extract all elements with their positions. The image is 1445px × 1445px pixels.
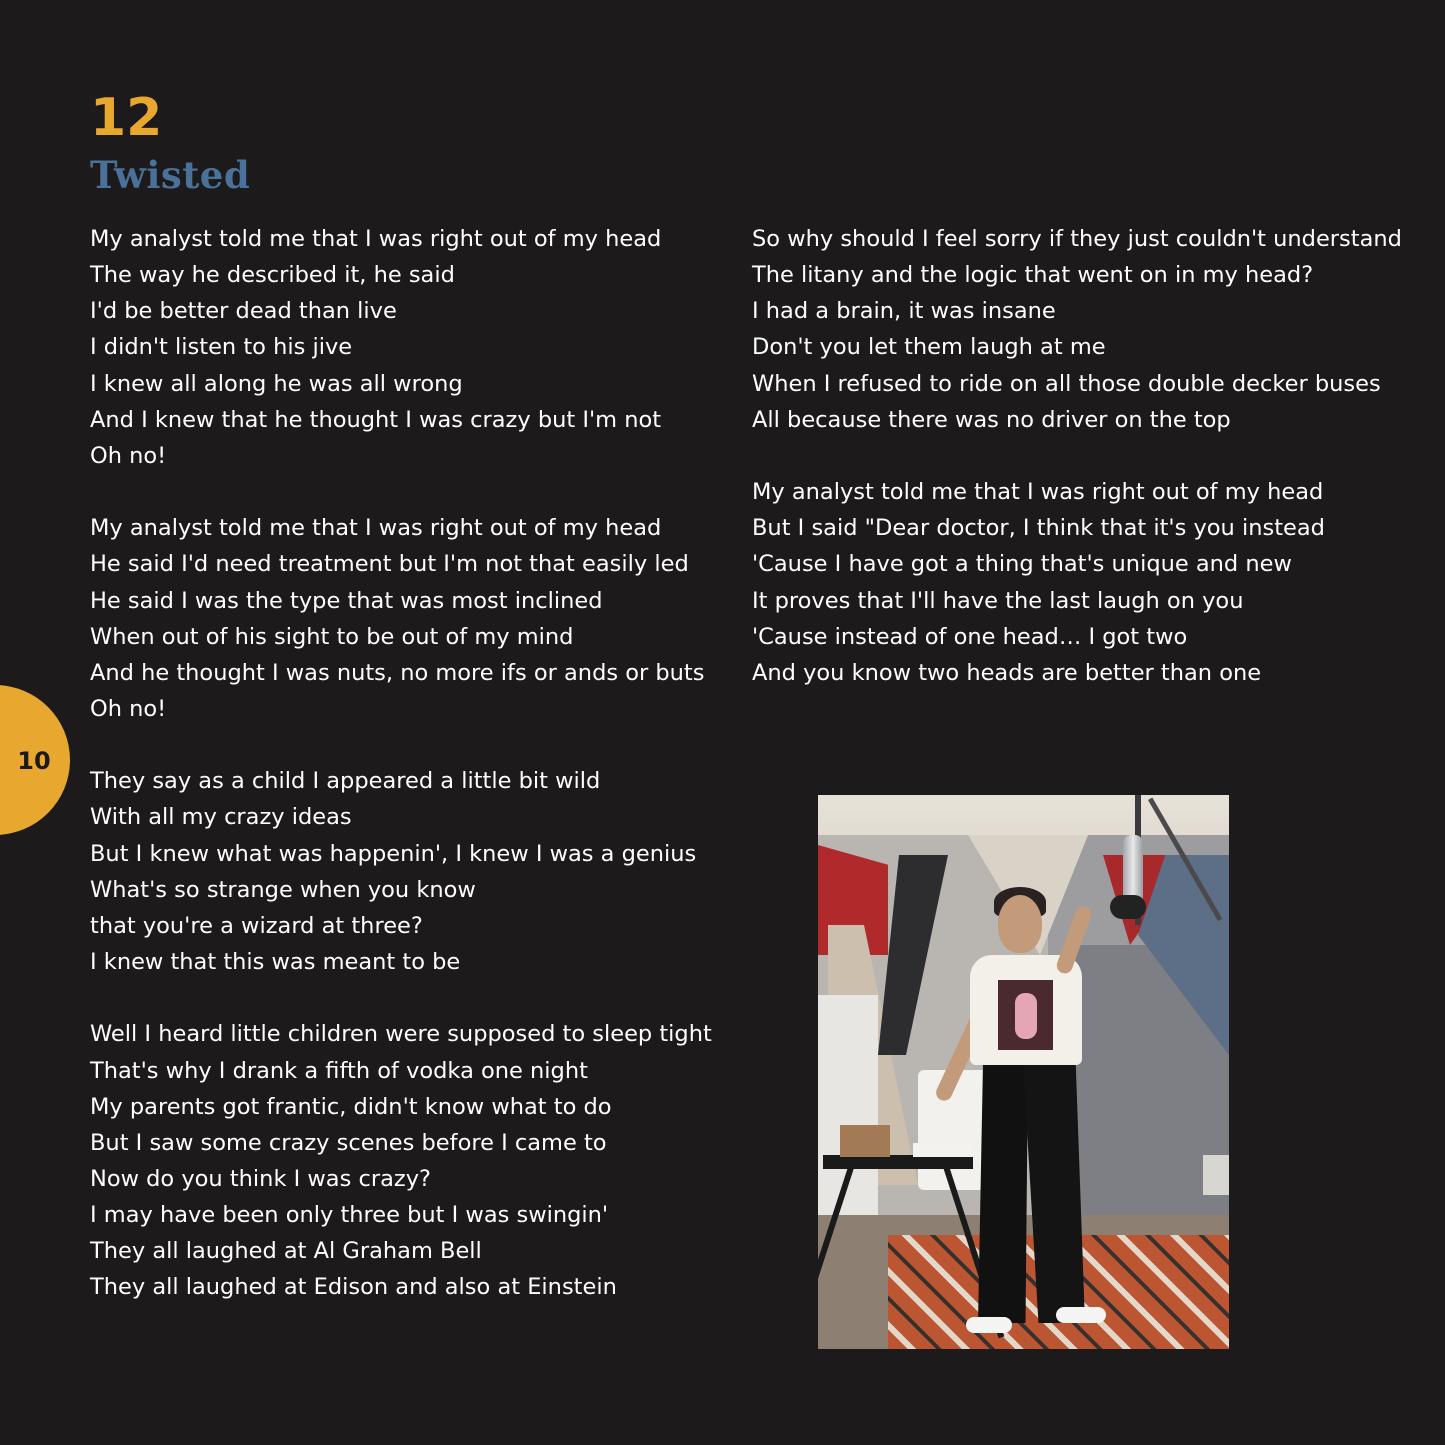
lyric-line: I may have been only three but I was swingin' bbox=[90, 1202, 609, 1229]
photo-mic-mount bbox=[1110, 895, 1146, 919]
lyric-line: The litany and the logic that went on in my head? bbox=[752, 262, 1314, 289]
photo-person-pants bbox=[978, 1063, 1028, 1323]
lyric-line: When I refused to ride on all those double decker buses bbox=[752, 370, 1381, 397]
lyric-line: When out of his sight to be out of my mind bbox=[90, 623, 574, 650]
lyric-line: I didn't listen to his jive bbox=[90, 334, 353, 361]
lyric-line: He said I was the type that was most inclined bbox=[90, 587, 603, 614]
lyric-line: that you're a wizard at three? bbox=[90, 912, 423, 939]
lyric-line: It proves that I'll have the last laugh on you bbox=[752, 587, 1244, 614]
lyrics-stanza bbox=[752, 474, 1412, 691]
lyric-line: My parents got frantic, didn't know what to do bbox=[90, 1093, 612, 1120]
lyric-line: 'Cause instead of one head… I got two bbox=[752, 623, 1188, 650]
lyric-line: But I said "Dear doctor, I think that it's you instead bbox=[752, 515, 1325, 542]
photo-equipment bbox=[1203, 1155, 1229, 1195]
lyrics-column-left bbox=[90, 221, 730, 1306]
lyric-line: I had a brain, it was insane bbox=[752, 298, 1056, 325]
lyric-line: And I knew that he thought I was crazy but I'm not bbox=[90, 406, 662, 433]
photo-tissue-box bbox=[840, 1125, 890, 1157]
lyric-line: And you know two heads are better than one bbox=[752, 659, 1262, 686]
lyric-line: Oh no! bbox=[90, 442, 167, 469]
photo-person-shoe bbox=[966, 1317, 1012, 1333]
lyric-line: They all laughed at Edison and also at Einstein bbox=[90, 1274, 617, 1301]
lyrics-stanza bbox=[90, 1016, 730, 1305]
lyrics-stanza bbox=[752, 221, 1412, 438]
photo-person-shoe bbox=[1056, 1307, 1106, 1323]
lyric-line: I knew all along he was all wrong bbox=[90, 370, 463, 397]
lyric-line: The way he described it, he said bbox=[90, 262, 455, 289]
photo-person-head bbox=[998, 895, 1042, 953]
lyric-line: I knew that this was meant to be bbox=[90, 949, 461, 976]
song-title: Twisted bbox=[90, 153, 251, 197]
lyric-line: So why should I feel sorry if they just couldn't understand bbox=[752, 226, 1402, 252]
photo-shirt-print bbox=[1015, 993, 1037, 1039]
lyrics-stanza bbox=[90, 221, 730, 474]
lyric-line: But I saw some crazy scenes before I came to bbox=[90, 1129, 607, 1156]
page-number: 10 bbox=[17, 747, 51, 775]
lyric-line: My analyst told me that I was right out of my head bbox=[90, 515, 662, 542]
lyric-line: Now do you think I was crazy? bbox=[90, 1166, 431, 1193]
lyric-line: That's why I drank a fifth of vodka one night bbox=[90, 1057, 588, 1084]
lyric-line: With all my crazy ideas bbox=[90, 804, 352, 831]
lyrics-stanza bbox=[90, 510, 730, 727]
lyric-line: All because there was no driver on the top bbox=[752, 406, 1231, 433]
track-number: 12 bbox=[90, 88, 163, 148]
lyric-line: Don't you let them laugh at me bbox=[752, 334, 1106, 361]
lyric-line: What's so strange when you know bbox=[90, 876, 476, 903]
lyric-line: My analyst told me that I was right out of my head bbox=[752, 479, 1324, 506]
photo-table bbox=[823, 1155, 973, 1169]
lyrics-stanza bbox=[90, 763, 730, 980]
lyric-line: 'Cause I have got a thing that's unique and new bbox=[752, 551, 1292, 578]
lyric-line: They all laughed at Al Graham Bell bbox=[90, 1238, 482, 1265]
lyric-line: Well I heard little children were supposed to sleep tight bbox=[90, 1021, 712, 1048]
lyrics-column-right bbox=[752, 221, 1412, 691]
photo-paper bbox=[913, 1143, 973, 1157]
studio-photo bbox=[818, 795, 1229, 1349]
lyric-line: But I knew what was happenin', I knew I was a genius bbox=[90, 840, 697, 867]
lyric-line: They say as a child I appeared a little bit wild bbox=[90, 768, 601, 795]
lyric-line: He said I'd need treatment but I'm not that easily led bbox=[90, 551, 689, 578]
lyric-line: Oh no! bbox=[90, 696, 167, 723]
lyric-line: And he thought I was nuts, no more ifs or ands or buts bbox=[90, 659, 705, 686]
lyric-line: I'd be better dead than live bbox=[90, 298, 397, 325]
lyric-line: My analyst told me that I was right out of my head bbox=[90, 226, 662, 252]
